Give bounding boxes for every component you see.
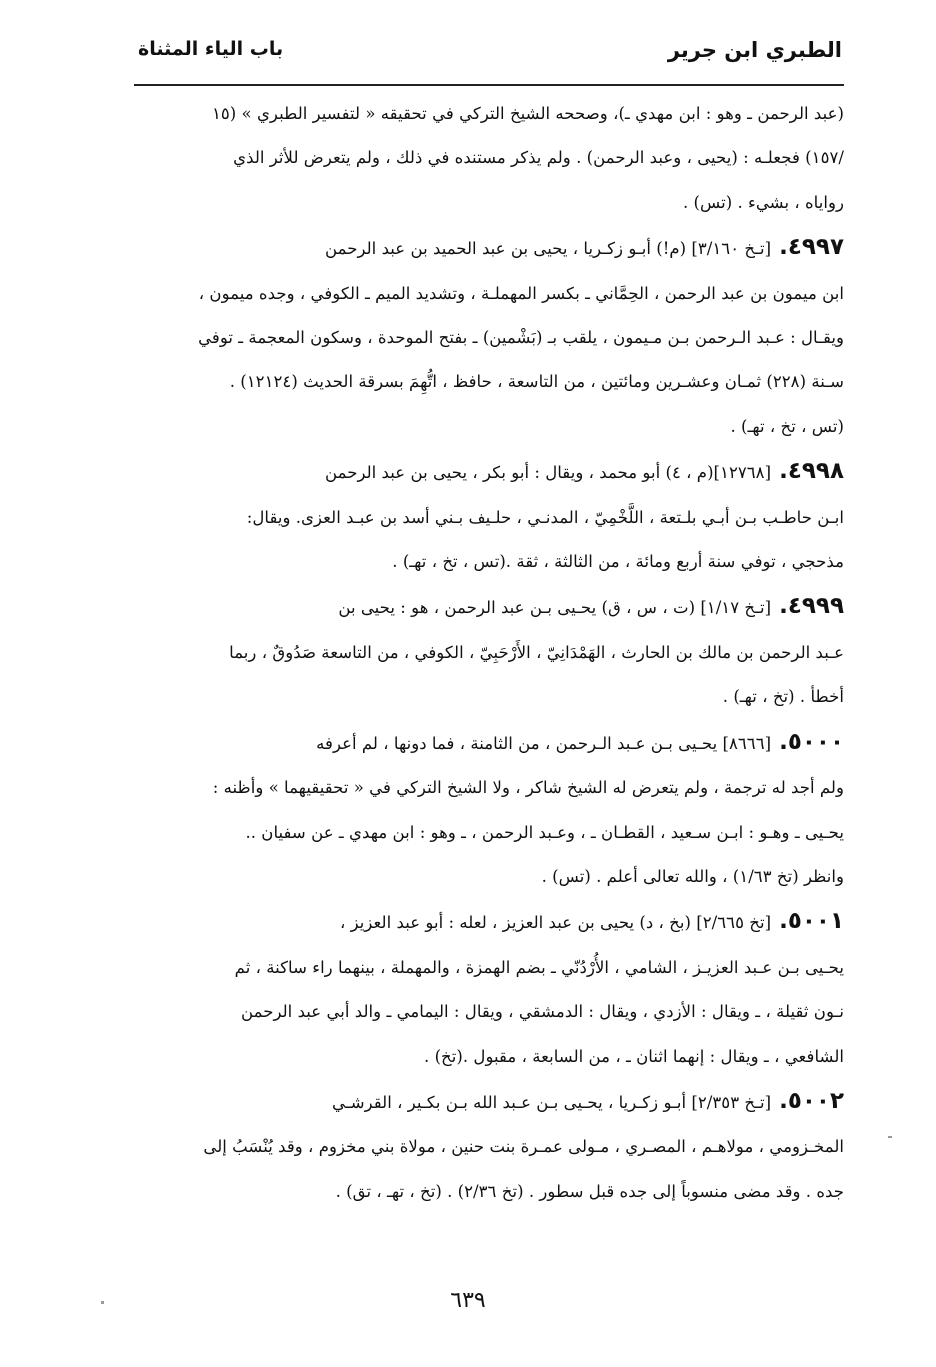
entry-number: ٥٠٠١.: [779, 908, 844, 935]
scan-speck: [101, 1301, 104, 1304]
text-line: /١٥٧) فجعلـه : (يحيى ، وعبد الرحمن) . ولم يذكر مستنده في ذلك ، ولم يتعرض للأثر الذي: [233, 148, 844, 168]
entry-first-line: [134, 225, 844, 271]
entry-4997: [134, 225, 844, 449]
entry-first-text: [تخ ٢/٦٦٥] (بخ ، د) يحيى بن عبد العزيز ، لعله : أبو عبد العزيز ،: [339, 913, 772, 933]
text-line: ولم أجد له ترجمة ، ولم يتعرض له الشيخ شاكر ، ولا الشيخ التركي في « تحقيقيهما » وأظنه :: [212, 778, 844, 798]
entry-4999: [134, 584, 844, 719]
text-line: يحـيى ـ وهـو : ابـن سـعيد ، القطـان ـ ، وعـبد الرحمن ، ـ وهو : ابن مهدي ـ عن سفيان ..: [245, 822, 844, 842]
text-line: المخـزومي ، مولاهـم ، المصـري ، مـولى عمـرة بنت حنين ، مولاة بني مخزوم ، وقد يُنْسَبُ إلى: [203, 1137, 844, 1157]
entry-5001: [134, 899, 844, 1079]
text-line: سـنة (٢٢٨) ثمـان وعشـرين ومائتين ، من التاسعة ، حافظ ، اتُّهِمَ بسرقة الحديث (١٢١٢٤) .: [229, 372, 844, 392]
entry-first-text: [٨٦٦٦] يحـيى بـن عـبد الـرحمن ، من الثامنة ، فما دونها ، لم أعرفه: [316, 733, 772, 753]
text-line: ابن ميمون بن عبد الرحمن ، الحِمَّاني ـ بكسر المهملـة ، وتشديد الميم ـ الكوفي ، وجده ميمون ،: [198, 283, 844, 303]
entry-5000: [134, 720, 844, 900]
entry-4998: [134, 449, 844, 584]
text-line: الشافعي ، ـ ويقال : إنهما اثنان ـ ، من السابعة ، مقبول .(تخ) .: [424, 1046, 844, 1066]
text-line: نـون ثقيلة ، ـ ويقال : الأزدي ، ويقال : الدمشقي ، ويقال : اليمامي ـ والد أبي عبد الرحمن: [240, 1002, 844, 1022]
entry-number: ٥٠٠٠.: [779, 728, 844, 755]
entry-first-text: [١٢٧٦٨](م ، ٤) أبو محمد ، ويقال : أبو بكر ، يحيى بن عبد الرحمن: [324, 463, 772, 483]
entry-first-line: [134, 449, 844, 495]
header-rule: [134, 84, 844, 86]
entry-number: ٤٩٩٩.: [779, 593, 844, 620]
running-header: [138, 38, 842, 82]
entry-first-line: [134, 899, 844, 945]
text-line: ابـن حاطـب بـن أبـي بلـتعة ، اللَّخْمِيّ ، المدنـي ، حلـيف بـني أسد بن عبـد العزى. ويقال:: [246, 507, 844, 527]
text-line: وانظر (تخ ١/٦٣) ، والله تعالى أعلم . (تس) .: [541, 866, 844, 886]
entry-first-line: [134, 1079, 844, 1125]
entry-number: ٥٠٠٢.: [779, 1087, 844, 1114]
text-line: مذحجي ، توفي سنة أربع ومائة ، من الثالثة ، ثقة .(تس ، تخ ، تهـ) .: [392, 552, 844, 572]
scan-speck: [888, 1136, 892, 1138]
entry-first-text: [تـخ ١/١٧] (ت ، س ، ق) يحـيى بـن عبد الرحمن ، هو : يحيى بن: [338, 598, 772, 618]
intro-paragraph: [134, 92, 844, 225]
entry-first-line: [134, 720, 844, 766]
page-body: [134, 92, 844, 1214]
entry-first-text: [تـخ ٣/١٦٠] (م!) أبـو زكـريا ، يحيى بن عبد الحميد بن عبد الرحمن: [324, 239, 772, 259]
entry-number: ٤٩٩٧.: [779, 234, 844, 261]
header-book-title: الطبري ابن جرير: [667, 38, 842, 62]
text-line: أخطأ . (تخ ، تهـ) .: [722, 687, 844, 707]
text-line: عـبد الرحمن بن مالك بن الحارث ، الهَمْدَانِيّ ، الأَرْحَبِيّ ، الكوفي ، من التاسعة صَدُوقٌ ، ربما: [229, 642, 844, 662]
text-line: (تس ، تخ ، تهـ) .: [730, 416, 844, 436]
text-line: ويقـال : عـبد الـرحمن بـن مـيمون ، يلقب بـ (بَشْمين) ـ بفتح الموحدة ، وسكون المعجمة ـ توفي: [198, 328, 844, 348]
entry-number: ٤٩٩٨.: [779, 458, 844, 485]
page-number: ٦٣٩: [450, 1288, 486, 1313]
header-chapter-title: باب الياء المثناة: [138, 38, 284, 60]
entry-first-text: [تـخ ٢/٣٥٣] أبـو زكـريا ، يحـيى بـن عـبد الله بـن بكـير ، القرشـي: [332, 1092, 772, 1112]
entry-first-line: [134, 584, 844, 630]
text-line: رواياه ، بشيء . (تس) .: [682, 192, 844, 212]
text-line: (عبد الرحمن ـ وهو : ابن مهدي ـ)، وصححه الشيخ التركي في تحقيقه « لتفسير الطبري » (١٥: [211, 104, 844, 123]
entry-5002: [134, 1079, 844, 1214]
text-line: يحـيى بـن عـبد العزيـز ، الشامي ، الأُرْدُنّي ـ بضم الهمزة ، والمهملة ، بينهما راء ساكنة ، ثم: [234, 957, 844, 977]
text-line: جده . وقد مضى منسوباً إلى جده قبل سطور . (تخ ٢/٣٦) . (تخ ، تهـ ، تق) .: [335, 1181, 844, 1201]
